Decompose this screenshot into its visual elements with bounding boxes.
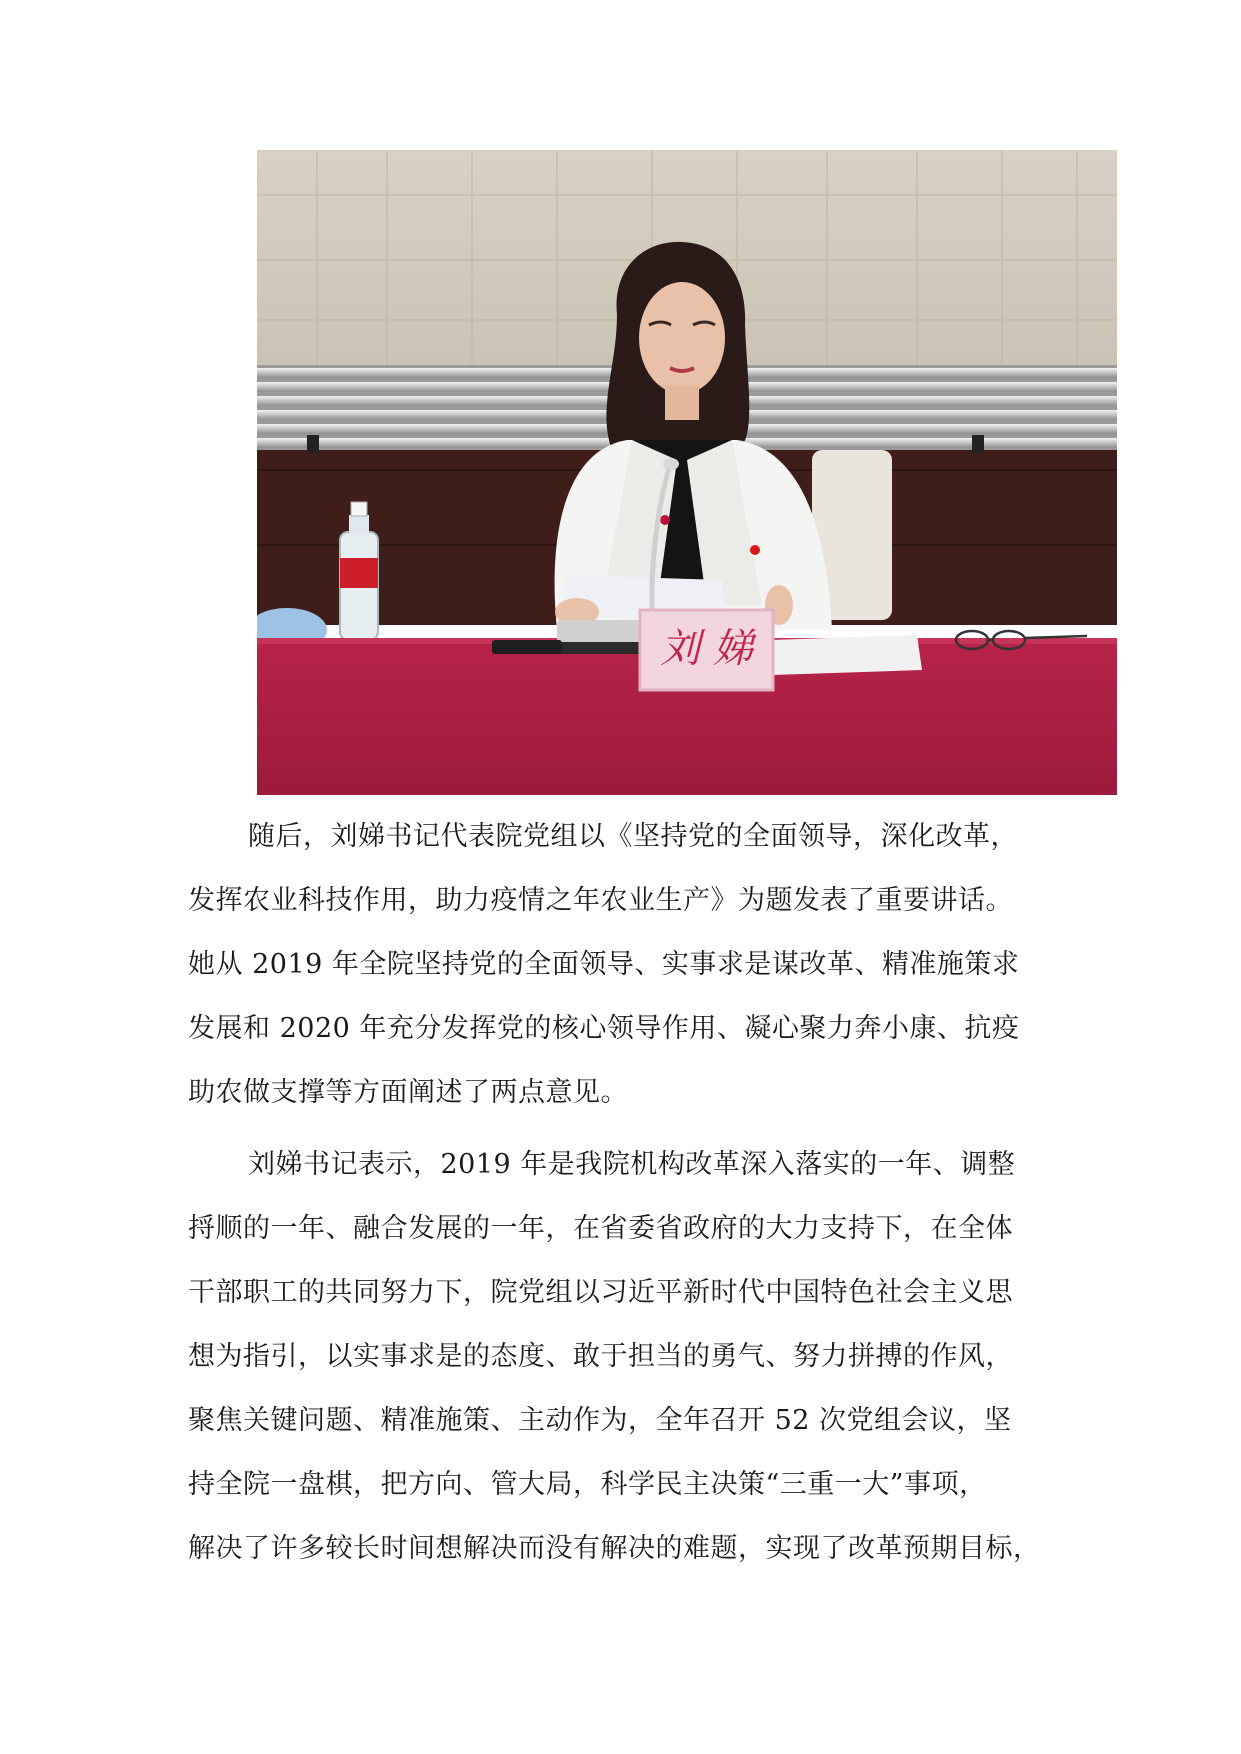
text-line: 干部职工的共同努力下，院党组以习近平新时代中国特色社会主义思 xyxy=(188,1277,1013,1308)
text-line: 想为指引，以实事求是的态度、敢于担当的勇气、努力拼搏的作风， xyxy=(188,1341,1013,1372)
text-line: 她从 2019 年全院坚持党的全面领导、实事求是谋改革、精准施策求 xyxy=(188,949,1020,980)
text-line: 持全院一盘棋，把方向、管大局，科学民主决策“三重一大”事项， xyxy=(188,1469,987,1500)
text-line: 助农做支撑等方面阐述了两点意见。 xyxy=(188,1077,628,1108)
text-line: 发展和 2020 年充分发挥党的核心领导作用、凝心聚力奔小康、抗疫 xyxy=(188,1013,1020,1044)
photo-illustration xyxy=(257,150,1117,795)
nameplate xyxy=(640,610,773,690)
text-line: 随后，刘娣书记代表院党组以《坚持党的全面领导，深化改革， xyxy=(248,821,1018,852)
text-line: 发挥农业科技作用，助力疫情之年农业生产》为题发表了重要讲话。 xyxy=(188,885,1013,916)
text-line: 解决了许多较长时间想解决而没有解决的难题，实现了改革预期目标， xyxy=(188,1533,1041,1564)
paragraph-1 xyxy=(188,805,1046,1125)
text-line: 捋顺的一年、融合发展的一年，在省委省政府的大力支持下，在全体 xyxy=(188,1213,1013,1244)
text-line: 聚焦关键问题、精准施策、主动作为，全年召开 52 次党组会议，坚 xyxy=(188,1405,1012,1436)
text-line: 刘娣书记表示，2019 年是我院机构改革深入落实的一年、调整 xyxy=(248,1149,1016,1180)
meeting-photo xyxy=(257,150,1117,795)
paragraph-2 xyxy=(188,1133,1046,1581)
nameplate-text: 刘 娣 xyxy=(660,626,753,672)
article-body xyxy=(188,805,1046,1581)
